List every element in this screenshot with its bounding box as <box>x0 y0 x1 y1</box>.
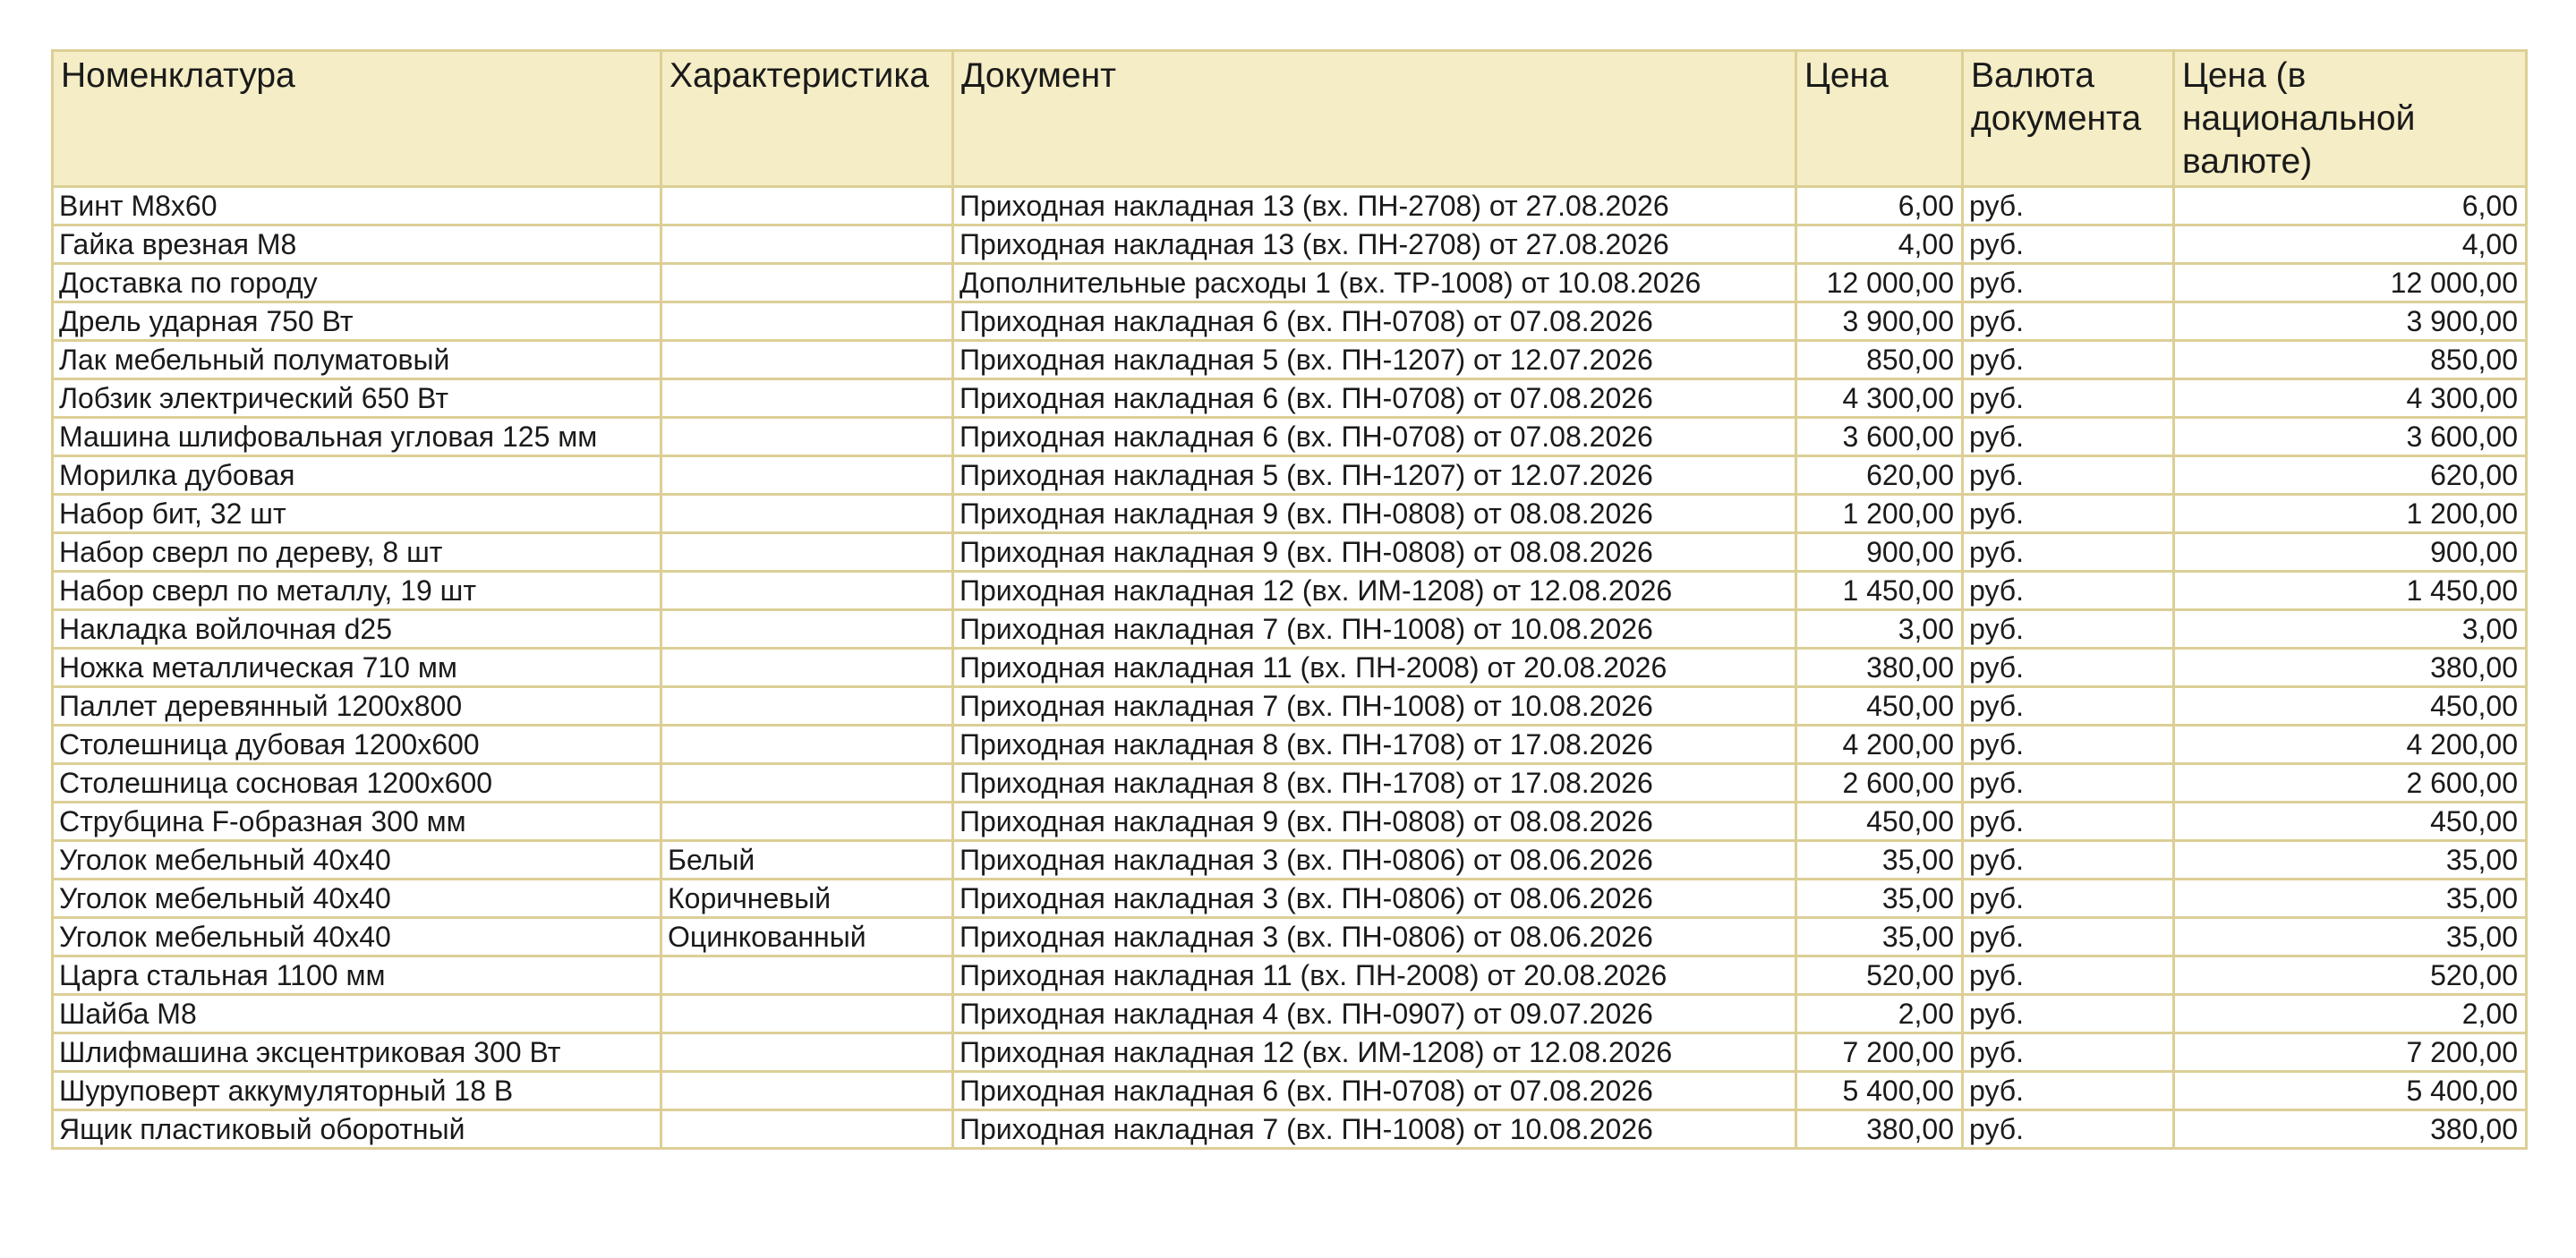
cell-characteristic <box>661 495 953 533</box>
table-row[interactable] <box>53 918 2527 956</box>
cell-national-price: 4,00 <box>2174 225 2527 264</box>
cell-national-price: 4 300,00 <box>2174 379 2527 418</box>
cell-characteristic <box>661 687 953 726</box>
cell-price: 1 200,00 <box>1796 495 1963 533</box>
cell-currency: руб. <box>1963 726 2174 764</box>
cell-national-price: 3 900,00 <box>2174 302 2527 341</box>
cell-characteristic <box>661 764 953 803</box>
cell-national-price: 12 000,00 <box>2174 264 2527 302</box>
cell-nomenclature: Царга стальная 1100 мм <box>53 956 661 995</box>
cell-characteristic <box>661 341 953 379</box>
cell-national-price: 7 200,00 <box>2174 1033 2527 1072</box>
cell-price: 35,00 <box>1796 918 1963 956</box>
cell-characteristic <box>661 956 953 995</box>
cell-currency: руб. <box>1963 264 2174 302</box>
cell-characteristic: Белый <box>661 841 953 880</box>
table-row[interactable] <box>53 1110 2527 1149</box>
cell-document: Приходная накладная 8 (вх. ПН-1708) от 17.08.2026 <box>953 764 1796 803</box>
cell-price: 2 600,00 <box>1796 764 1963 803</box>
cell-nomenclature: Лобзик электрический 650 Вт <box>53 379 661 418</box>
cell-characteristic <box>661 187 953 225</box>
table-row[interactable] <box>53 379 2527 418</box>
cell-document: Приходная накладная 6 (вх. ПН-0708) от 07.08.2026 <box>953 302 1796 341</box>
cell-nomenclature: Ножка металлическая 710 мм <box>53 649 661 687</box>
cell-document: Приходная накладная 3 (вх. ПН-0806) от 08.06.2026 <box>953 918 1796 956</box>
table-row[interactable] <box>53 456 2527 495</box>
cell-document: Приходная накладная 7 (вх. ПН-1008) от 10.08.2026 <box>953 610 1796 649</box>
cell-currency: руб. <box>1963 418 2174 456</box>
cell-national-price: 6,00 <box>2174 187 2527 225</box>
table-row[interactable] <box>53 1033 2527 1072</box>
cell-currency: руб. <box>1963 995 2174 1033</box>
cell-national-price: 2,00 <box>2174 995 2527 1033</box>
cell-document: Приходная накладная 12 (вх. ИМ-1208) от 12.08.2026 <box>953 572 1796 610</box>
table-row[interactable] <box>53 341 2527 379</box>
cell-characteristic <box>661 379 953 418</box>
cell-price: 7 200,00 <box>1796 1033 1963 1072</box>
cell-national-price: 900,00 <box>2174 533 2527 572</box>
header-row <box>53 51 2527 187</box>
cell-characteristic <box>661 1072 953 1110</box>
cell-currency: руб. <box>1963 956 2174 995</box>
cell-characteristic <box>661 1110 953 1149</box>
cell-nomenclature: Накладка войлочная d25 <box>53 610 661 649</box>
cell-characteristic <box>661 1033 953 1072</box>
table-row[interactable] <box>53 610 2527 649</box>
cell-currency: руб. <box>1963 341 2174 379</box>
cell-nomenclature: Лак мебельный полуматовый <box>53 341 661 379</box>
cell-characteristic <box>661 649 953 687</box>
table-row[interactable] <box>53 841 2527 880</box>
cell-national-price: 35,00 <box>2174 841 2527 880</box>
cell-currency: руб. <box>1963 495 2174 533</box>
cell-currency: руб. <box>1963 1072 2174 1110</box>
cell-currency: руб. <box>1963 1110 2174 1149</box>
cell-nomenclature: Уголок мебельный 40х40 <box>53 880 661 918</box>
cell-nomenclature: Набор бит, 32 шт <box>53 495 661 533</box>
cell-price: 35,00 <box>1796 880 1963 918</box>
cell-price: 380,00 <box>1796 1110 1963 1149</box>
cell-characteristic <box>661 726 953 764</box>
cell-national-price: 380,00 <box>2174 1110 2527 1149</box>
cell-price: 3,00 <box>1796 610 1963 649</box>
cell-characteristic <box>661 418 953 456</box>
cell-currency: руб. <box>1963 610 2174 649</box>
table-row[interactable] <box>53 572 2527 610</box>
cell-price: 850,00 <box>1796 341 1963 379</box>
cell-price: 450,00 <box>1796 687 1963 726</box>
table-row[interactable] <box>53 880 2527 918</box>
cell-currency: руб. <box>1963 572 2174 610</box>
cell-price: 6,00 <box>1796 187 1963 225</box>
header-characteristic[interactable]: Характеристика <box>661 51 953 187</box>
cell-document: Приходная накладная 8 (вх. ПН-1708) от 17.08.2026 <box>953 726 1796 764</box>
cell-currency: руб. <box>1963 1033 2174 1072</box>
cell-nomenclature: Паллет деревянный 1200х800 <box>53 687 661 726</box>
cell-currency: руб. <box>1963 764 2174 803</box>
cell-characteristic <box>661 302 953 341</box>
cell-currency: руб. <box>1963 225 2174 264</box>
cell-characteristic <box>661 225 953 264</box>
price-report <box>51 49 2528 1150</box>
cell-national-price: 520,00 <box>2174 956 2527 995</box>
cell-currency: руб. <box>1963 687 2174 726</box>
table-row[interactable] <box>53 764 2527 803</box>
cell-nomenclature: Набор сверл по дереву, 8 шт <box>53 533 661 572</box>
table-row[interactable] <box>53 726 2527 764</box>
cell-nomenclature: Винт М8х60 <box>53 187 661 225</box>
cell-national-price: 3,00 <box>2174 610 2527 649</box>
cell-national-price: 4 200,00 <box>2174 726 2527 764</box>
cell-price: 450,00 <box>1796 803 1963 841</box>
cell-document: Приходная накладная 9 (вх. ПН-0808) от 08.08.2026 <box>953 533 1796 572</box>
cell-currency: руб. <box>1963 302 2174 341</box>
table-row[interactable] <box>53 187 2527 225</box>
table-row[interactable] <box>53 803 2527 841</box>
cell-nomenclature: Шлифмашина эксцентриковая 300 Вт <box>53 1033 661 1072</box>
cell-characteristic: Оцинкованный <box>661 918 953 956</box>
table-row[interactable] <box>53 995 2527 1033</box>
cell-price: 4 200,00 <box>1796 726 1963 764</box>
cell-national-price: 450,00 <box>2174 687 2527 726</box>
table-row[interactable] <box>53 649 2527 687</box>
cell-national-price: 1 200,00 <box>2174 495 2527 533</box>
cell-document: Приходная накладная 7 (вх. ПН-1008) от 10.08.2026 <box>953 687 1796 726</box>
cell-characteristic <box>661 803 953 841</box>
cell-characteristic <box>661 610 953 649</box>
cell-nomenclature: Шайба М8 <box>53 995 661 1033</box>
cell-document: Приходная накладная 5 (вх. ПН-1207) от 12.07.2026 <box>953 456 1796 495</box>
header-national-price[interactable]: Цена (в национальной валюте) <box>2174 51 2527 187</box>
table-row[interactable] <box>53 418 2527 456</box>
cell-nomenclature: Шуруповерт аккумуляторный 18 В <box>53 1072 661 1110</box>
cell-price: 35,00 <box>1796 841 1963 880</box>
cell-nomenclature: Дрель ударная 750 Вт <box>53 302 661 341</box>
cell-document: Дополнительные расходы 1 (вх. ТР-1008) от 10.08.2026 <box>953 264 1796 302</box>
header-document[interactable]: Документ <box>953 51 1796 187</box>
table-row[interactable] <box>53 225 2527 264</box>
cell-national-price: 1 450,00 <box>2174 572 2527 610</box>
cell-national-price: 620,00 <box>2174 456 2527 495</box>
table-row[interactable] <box>53 687 2527 726</box>
cell-document: Приходная накладная 11 (вх. ПН-2008) от 20.08.2026 <box>953 649 1796 687</box>
cell-document: Приходная накладная 13 (вх. ПН-2708) от 27.08.2026 <box>953 187 1796 225</box>
table-header <box>53 51 2527 187</box>
cell-currency: руб. <box>1963 803 2174 841</box>
cell-document: Приходная накладная 4 (вх. ПН-0907) от 09.07.2026 <box>953 995 1796 1033</box>
cell-currency: руб. <box>1963 379 2174 418</box>
cell-nomenclature: Гайка врезная М8 <box>53 225 661 264</box>
cell-nomenclature: Струбцина F-образная 300 мм <box>53 803 661 841</box>
cell-nomenclature: Столешница дубовая 1200х600 <box>53 726 661 764</box>
cell-document: Приходная накладная 6 (вх. ПН-0708) от 07.08.2026 <box>953 418 1796 456</box>
cell-currency: руб. <box>1963 456 2174 495</box>
cell-price: 4 300,00 <box>1796 379 1963 418</box>
cell-characteristic <box>661 456 953 495</box>
price-table <box>51 49 2528 1150</box>
cell-price: 5 400,00 <box>1796 1072 1963 1110</box>
cell-characteristic <box>661 572 953 610</box>
cell-currency: руб. <box>1963 187 2174 225</box>
cell-nomenclature: Ящик пластиковый оборотный <box>53 1110 661 1149</box>
cell-nomenclature: Морилка дубовая <box>53 456 661 495</box>
cell-price: 1 450,00 <box>1796 572 1963 610</box>
cell-price: 620,00 <box>1796 456 1963 495</box>
header-price[interactable]: Цена <box>1796 51 1963 187</box>
cell-currency: руб. <box>1963 841 2174 880</box>
cell-nomenclature: Столешница сосновая 1200х600 <box>53 764 661 803</box>
cell-price: 4,00 <box>1796 225 1963 264</box>
table-row[interactable] <box>53 264 2527 302</box>
cell-document: Приходная накладная 7 (вх. ПН-1008) от 10.08.2026 <box>953 1110 1796 1149</box>
cell-document: Приходная накладная 12 (вх. ИМ-1208) от 12.08.2026 <box>953 1033 1796 1072</box>
table-row[interactable] <box>53 533 2527 572</box>
cell-national-price: 3 600,00 <box>2174 418 2527 456</box>
table-row[interactable] <box>53 302 2527 341</box>
cell-price: 2,00 <box>1796 995 1963 1033</box>
cell-characteristic <box>661 264 953 302</box>
table-row[interactable] <box>53 495 2527 533</box>
cell-document: Приходная накладная 9 (вх. ПН-0808) от 08.08.2026 <box>953 803 1796 841</box>
cell-document: Приходная накладная 6 (вх. ПН-0708) от 07.08.2026 <box>953 379 1796 418</box>
cell-national-price: 450,00 <box>2174 803 2527 841</box>
cell-nomenclature: Доставка по городу <box>53 264 661 302</box>
cell-national-price: 35,00 <box>2174 880 2527 918</box>
cell-document: Приходная накладная 6 (вх. ПН-0708) от 07.08.2026 <box>953 1072 1796 1110</box>
cell-price: 380,00 <box>1796 649 1963 687</box>
cell-nomenclature: Машина шлифовальная угловая 125 мм <box>53 418 661 456</box>
header-currency[interactable]: Валюта документа <box>1963 51 2174 187</box>
cell-currency: руб. <box>1963 649 2174 687</box>
cell-document: Приходная накладная 13 (вх. ПН-2708) от 27.08.2026 <box>953 225 1796 264</box>
cell-national-price: 380,00 <box>2174 649 2527 687</box>
cell-document: Приходная накладная 3 (вх. ПН-0806) от 08.06.2026 <box>953 880 1796 918</box>
cell-nomenclature: Набор сверл по металлу, 19 шт <box>53 572 661 610</box>
cell-characteristic: Коричневый <box>661 880 953 918</box>
cell-document: Приходная накладная 5 (вх. ПН-1207) от 12.07.2026 <box>953 341 1796 379</box>
cell-characteristic <box>661 995 953 1033</box>
cell-national-price: 35,00 <box>2174 918 2527 956</box>
cell-national-price: 850,00 <box>2174 341 2527 379</box>
table-body <box>53 187 2527 1149</box>
cell-currency: руб. <box>1963 918 2174 956</box>
cell-price: 3 600,00 <box>1796 418 1963 456</box>
cell-characteristic <box>661 533 953 572</box>
cell-price: 3 900,00 <box>1796 302 1963 341</box>
cell-price: 12 000,00 <box>1796 264 1963 302</box>
cell-document: Приходная накладная 9 (вх. ПН-0808) от 08.08.2026 <box>953 495 1796 533</box>
cell-document: Приходная накладная 3 (вх. ПН-0806) от 08.06.2026 <box>953 841 1796 880</box>
cell-currency: руб. <box>1963 880 2174 918</box>
cell-price: 520,00 <box>1796 956 1963 995</box>
cell-nomenclature: Уголок мебельный 40х40 <box>53 918 661 956</box>
header-nomenclature[interactable]: Номенклатура <box>53 51 661 187</box>
cell-national-price: 5 400,00 <box>2174 1072 2527 1110</box>
cell-currency: руб. <box>1963 533 2174 572</box>
cell-nomenclature: Уголок мебельный 40х40 <box>53 841 661 880</box>
table-row[interactable] <box>53 1072 2527 1110</box>
cell-document: Приходная накладная 11 (вх. ПН-2008) от 20.08.2026 <box>953 956 1796 995</box>
table-row[interactable] <box>53 956 2527 995</box>
cell-national-price: 2 600,00 <box>2174 764 2527 803</box>
cell-price: 900,00 <box>1796 533 1963 572</box>
